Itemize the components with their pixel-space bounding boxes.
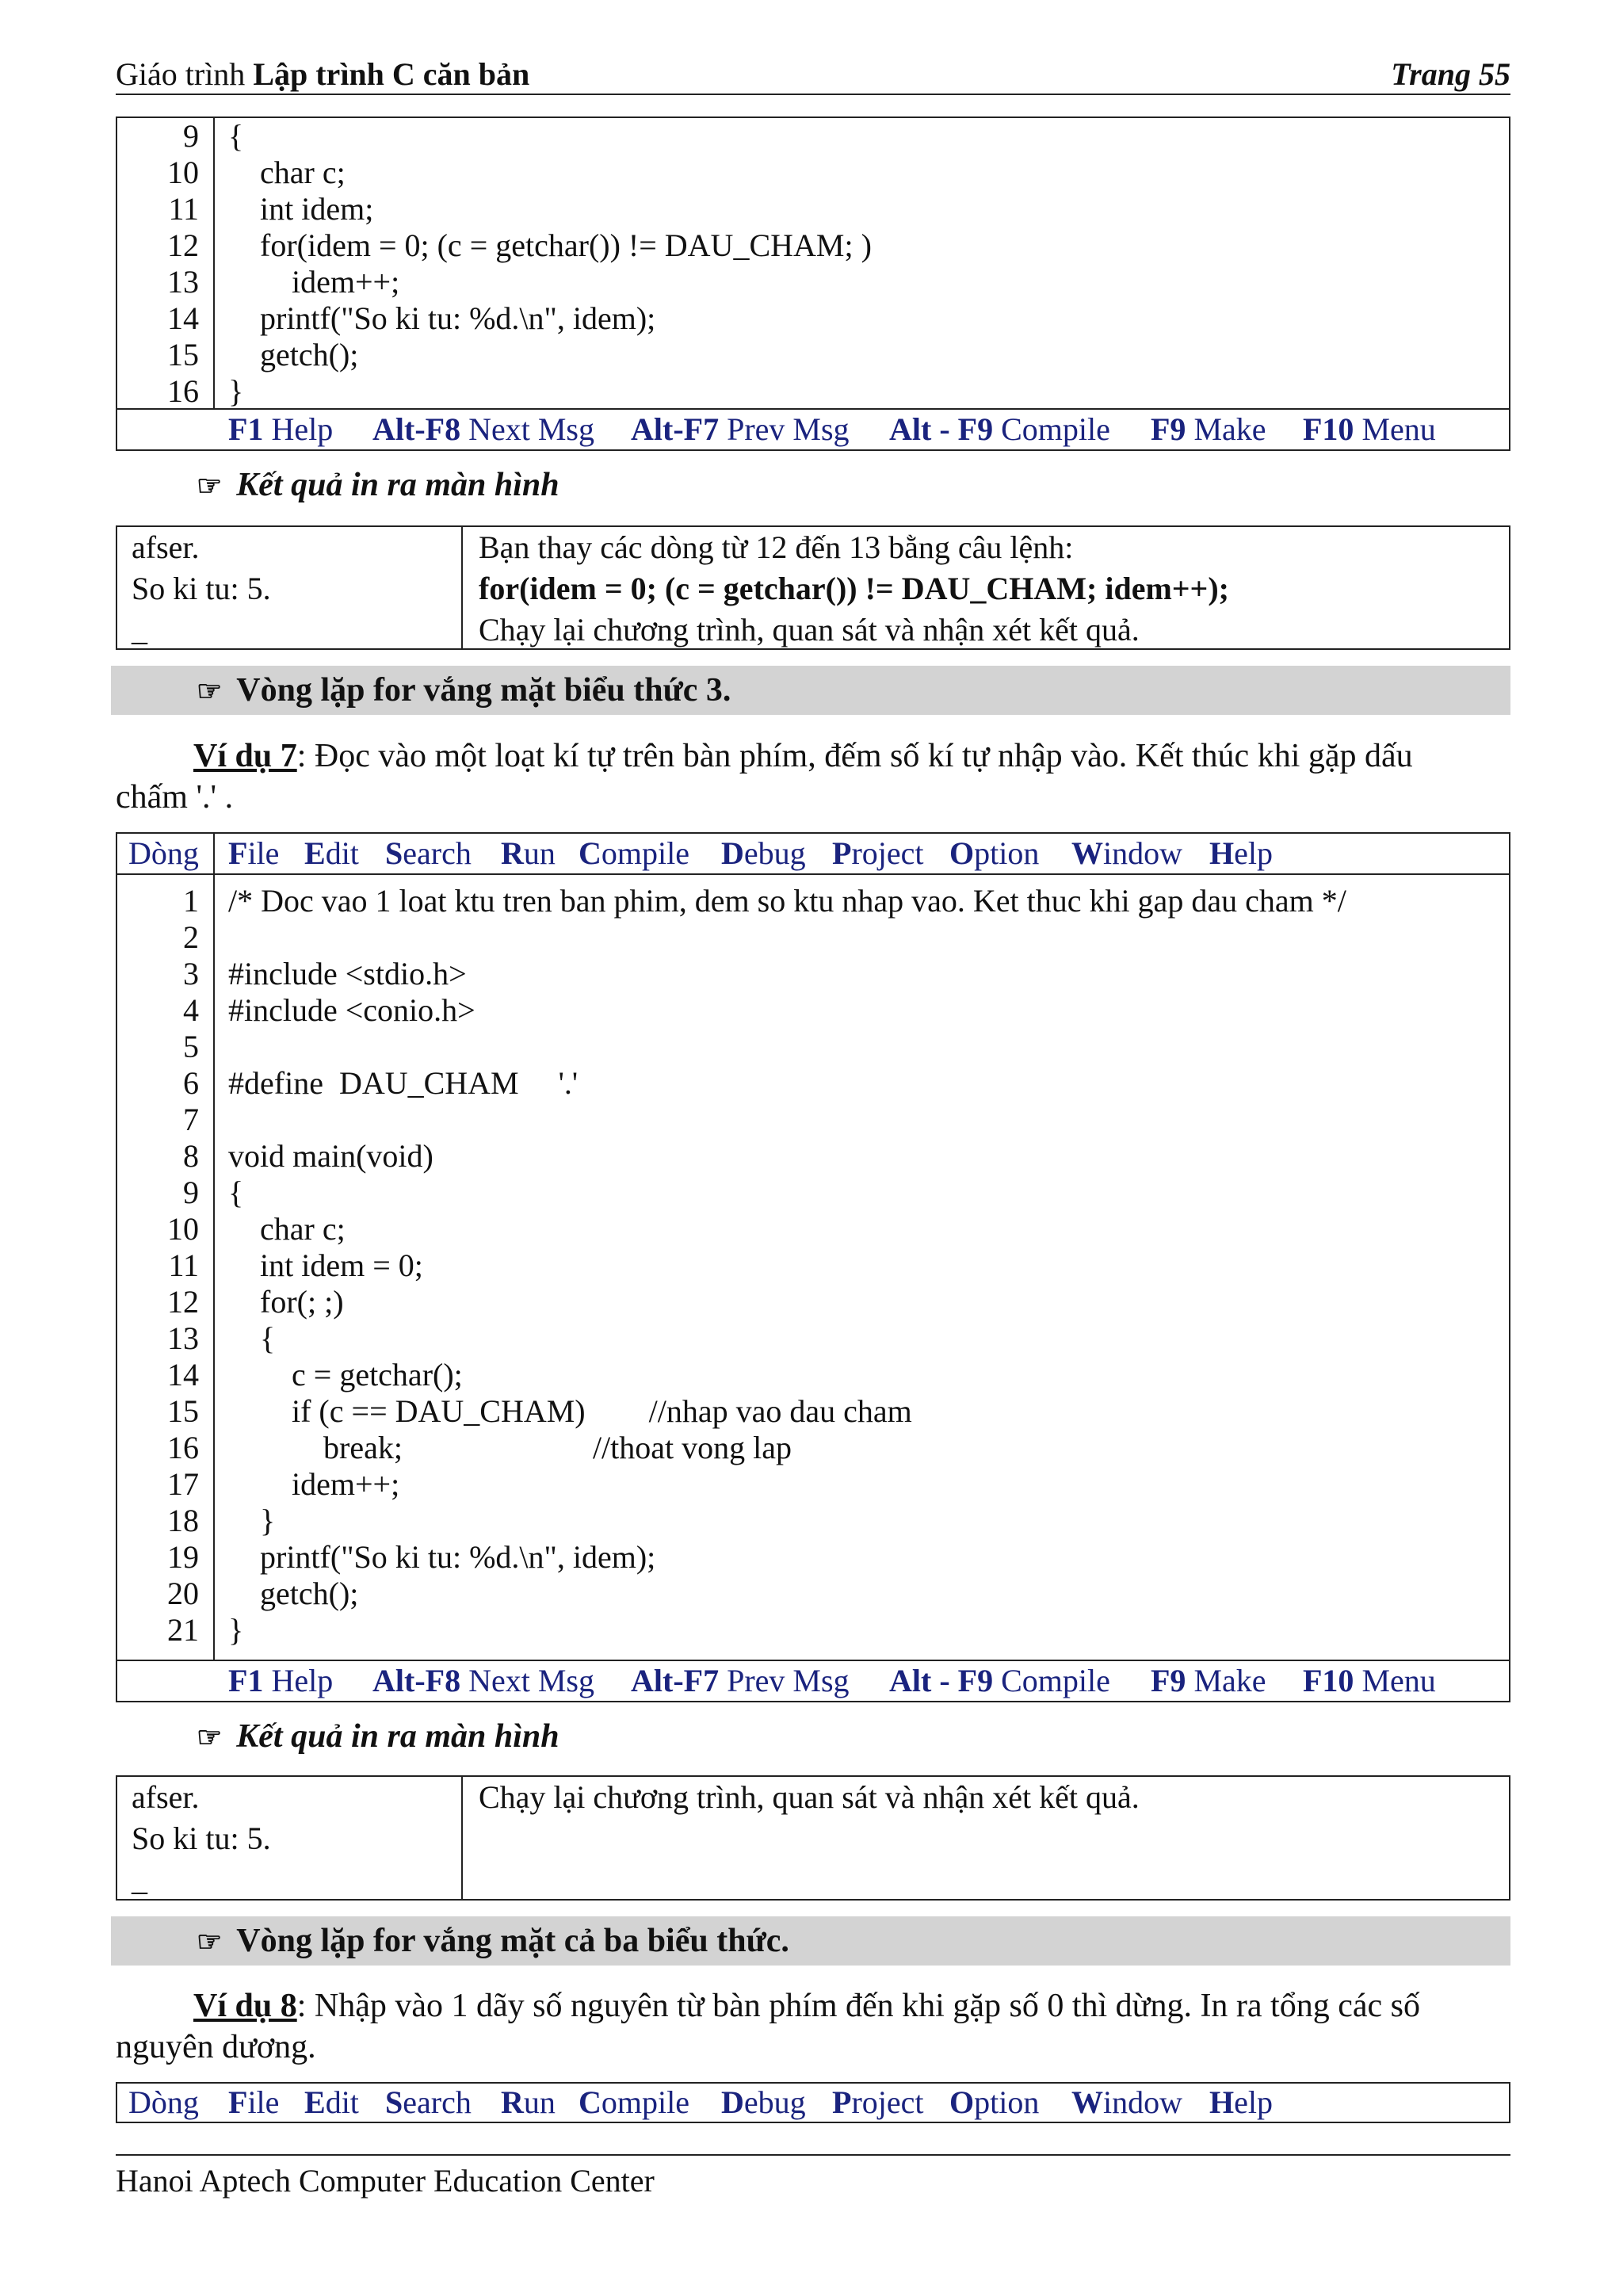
section-heading-2 xyxy=(111,1916,1510,1966)
code-line xyxy=(117,1284,1509,1320)
menu-label: indow xyxy=(1103,2084,1182,2120)
code-line xyxy=(117,1539,1509,1576)
menu-label: ile xyxy=(247,835,280,871)
pointing-hand-icon: ☞ xyxy=(197,470,223,502)
code-line xyxy=(117,992,1509,1029)
console-line: afser. xyxy=(132,529,200,565)
note-line: Chạy lại chương trình, quan sát và nhận xét kết quả. xyxy=(479,612,1140,648)
line-number: 9 xyxy=(183,1175,199,1210)
pointing-hand-icon: ☞ xyxy=(197,1721,223,1753)
code-line xyxy=(117,373,1509,410)
menu-hotkey: P xyxy=(832,2084,852,2120)
code-line xyxy=(117,1102,1509,1138)
example-text-cont: nguyên dương. xyxy=(116,2029,316,2065)
status-label: Help xyxy=(271,1663,334,1698)
status-key: Alt - F9 xyxy=(889,411,994,447)
code-text: int idem; xyxy=(228,191,374,227)
menu-label: elp xyxy=(1234,835,1273,871)
example-text: : Đọc vào một loạt kí tự trên bàn phím, đếm số kí tự nhập vào. Kết thúc khi gặp dấu xyxy=(296,738,1413,774)
code-editor-1 xyxy=(116,117,1510,451)
code-line xyxy=(117,1393,1509,1430)
code-text: } xyxy=(228,1612,244,1648)
menu-label: ption xyxy=(974,835,1040,871)
code-line xyxy=(117,1138,1509,1175)
line-number: 13 xyxy=(167,1320,199,1356)
menu-item[interactable] xyxy=(385,2084,472,2122)
status-item[interactable] xyxy=(1303,410,1436,449)
menu-hotkey: S xyxy=(385,2084,403,2120)
code-line xyxy=(117,1247,1509,1284)
menu-label: dit xyxy=(325,835,359,871)
menu-hotkey: C xyxy=(579,835,601,871)
menu-hotkey: H xyxy=(1209,2084,1235,2120)
menu-label: ompile xyxy=(601,835,689,871)
code-text: char c; xyxy=(228,1211,346,1247)
code-text: { xyxy=(228,118,244,154)
example-7-paragraph xyxy=(116,735,1526,818)
code-line xyxy=(117,337,1509,373)
status-label: Next Msg xyxy=(468,1663,594,1698)
menu-item[interactable] xyxy=(228,2084,279,2122)
line-number: 2 xyxy=(183,919,199,955)
menu-hotkey: E xyxy=(304,835,326,871)
status-key: Alt - F9 xyxy=(889,1663,994,1698)
menu-item[interactable] xyxy=(501,2084,556,2122)
code-line xyxy=(117,919,1509,956)
result-label-text: Kết quả in ra màn hình xyxy=(236,1718,559,1755)
menu-item[interactable] xyxy=(501,834,556,873)
status-label: Compile xyxy=(1001,1663,1110,1698)
example-text-cont: chấm '.' . xyxy=(116,779,234,816)
console-line: So ki tu: 5. xyxy=(132,1820,271,1856)
code-text: } xyxy=(228,1503,276,1538)
line-number: 1 xyxy=(183,883,199,919)
code-text: #include <stdio.h> xyxy=(228,956,467,991)
status-key: F10 xyxy=(1303,411,1354,447)
code-line xyxy=(117,1065,1509,1102)
menu-item[interactable] xyxy=(832,2084,924,2122)
menu-item[interactable] xyxy=(721,834,806,873)
line-number: 14 xyxy=(167,1357,199,1392)
code-text: { xyxy=(228,1175,244,1210)
line-number: 12 xyxy=(167,227,199,263)
console-cursor: _ xyxy=(132,1862,147,1897)
output-box-2 xyxy=(116,1775,1510,1901)
menu-hotkey: W xyxy=(1071,2084,1103,2120)
section-heading-text: Vòng lặp for vắng mặt cả ba biểu thức. xyxy=(236,1923,789,1959)
menu-label: roject xyxy=(851,2084,924,2120)
code-line xyxy=(117,1466,1509,1503)
result-label-1 xyxy=(197,466,559,504)
code-text: getch(); xyxy=(228,337,359,372)
menu-item[interactable] xyxy=(385,834,472,873)
console-output xyxy=(117,527,463,648)
status-label: Prev Msg xyxy=(727,411,850,447)
note-line: Bạn thay các dòng từ 12 đến 13 bằng câu lệnh: xyxy=(479,529,1074,565)
code-line xyxy=(117,883,1509,919)
code-line xyxy=(117,300,1509,337)
example-8-paragraph xyxy=(116,1985,1526,2068)
menu-label: elp xyxy=(1234,2084,1273,2120)
menu-hotkey: D xyxy=(721,835,744,871)
status-item[interactable] xyxy=(1151,1661,1266,1701)
code-text: { xyxy=(228,1320,276,1356)
code-line xyxy=(117,118,1509,155)
code-line xyxy=(117,1430,1509,1466)
status-item[interactable] xyxy=(631,1661,850,1701)
menu-label: Dòng xyxy=(128,835,199,871)
status-key: F9 xyxy=(1151,1663,1186,1698)
menu-hotkey: E xyxy=(304,2084,326,2120)
code-text: c = getchar(); xyxy=(228,1357,463,1392)
menu-label: ompile xyxy=(601,2084,689,2120)
code-text: #include <conio.h> xyxy=(228,992,475,1028)
status-key: F1 xyxy=(228,1663,264,1698)
menu-item[interactable] xyxy=(949,2084,1039,2122)
code-text: int idem = 0; xyxy=(228,1247,423,1283)
status-key: F1 xyxy=(228,411,264,447)
menu-item[interactable] xyxy=(949,834,1039,873)
status-label: Menu xyxy=(1361,411,1436,447)
code-line xyxy=(117,956,1509,992)
code-lines xyxy=(117,118,1509,410)
code-lines xyxy=(117,883,1509,1648)
example-label: Ví dụ 8 xyxy=(193,1988,297,2024)
example-text: : Nhập vào 1 dãy số nguyên từ bàn phím đến khi gặp số 0 thì dừng. In ra tổng các số xyxy=(296,1988,1420,2024)
menu-item[interactable] xyxy=(228,834,279,873)
status-item[interactable] xyxy=(1151,410,1266,449)
line-number: 11 xyxy=(168,1247,199,1283)
code-line xyxy=(117,155,1509,191)
note-code-line: for(idem = 0; (c = getchar()) != DAU_CHAM; idem++); xyxy=(479,571,1229,606)
menu-bar xyxy=(117,834,1509,875)
status-item[interactable] xyxy=(228,410,333,449)
line-number: 14 xyxy=(167,300,199,336)
menu-label: un xyxy=(523,835,556,871)
menu-hotkey: R xyxy=(501,2084,524,2120)
menu-item[interactable] xyxy=(1071,834,1182,873)
status-item[interactable] xyxy=(1303,1661,1436,1701)
code-text: break; //thoat vong lap xyxy=(228,1430,792,1465)
menu-item[interactable] xyxy=(304,834,359,873)
line-number: 19 xyxy=(167,1539,199,1575)
status-key: Alt-F7 xyxy=(631,1663,720,1698)
status-item[interactable] xyxy=(889,410,1110,449)
status-label: Help xyxy=(271,411,334,447)
menu-label: un xyxy=(523,2084,556,2120)
code-line xyxy=(117,264,1509,300)
menu-item[interactable] xyxy=(1071,2084,1182,2122)
line-number: 8 xyxy=(183,1138,199,1174)
line-number: 20 xyxy=(167,1576,199,1611)
page-footer: Hanoi Aptech Computer Education Center xyxy=(116,2154,1510,2199)
console-line: afser. xyxy=(132,1779,200,1815)
output-box-1 xyxy=(116,525,1510,650)
menu-hotkey: W xyxy=(1071,835,1103,871)
menu-label: roject xyxy=(851,835,924,871)
book-title xyxy=(116,55,529,93)
status-item[interactable] xyxy=(889,1661,1110,1701)
menu-hotkey: R xyxy=(501,835,524,871)
code-line xyxy=(117,1175,1509,1211)
menu-hotkey: O xyxy=(949,835,975,871)
menu-item[interactable] xyxy=(832,834,924,873)
book-title-text: Lập trình C căn bản xyxy=(253,56,530,92)
code-text: void main(void) xyxy=(228,1138,433,1174)
console-line: So ki tu: 5. xyxy=(132,571,271,606)
instruction-note xyxy=(479,1777,1140,1818)
line-number: 15 xyxy=(167,1393,199,1429)
status-label: Make xyxy=(1193,1663,1266,1698)
page-number: Trang 55 xyxy=(1391,56,1510,92)
result-label-2 xyxy=(197,1717,559,1755)
status-bar xyxy=(117,408,1509,449)
code-line xyxy=(117,1211,1509,1247)
code-line xyxy=(117,1503,1509,1539)
console-cursor: _ xyxy=(132,612,147,648)
menu-item[interactable] xyxy=(304,2084,359,2122)
example-label: Ví dụ 7 xyxy=(193,738,297,774)
line-number: 16 xyxy=(167,1430,199,1465)
code-line xyxy=(117,1576,1509,1612)
line-number: 5 xyxy=(183,1029,199,1064)
menu-hotkey: D xyxy=(721,2084,744,2120)
menu-label: ption xyxy=(974,2084,1040,2120)
status-key: Alt-F8 xyxy=(372,1663,461,1698)
code-line xyxy=(117,227,1509,264)
menu-item[interactable] xyxy=(128,834,199,873)
code-text: printf("So ki tu: %d.\n", idem); xyxy=(228,300,656,336)
code-text: /* Doc vao 1 loat ktu tren ban phim, dem so ktu nhap vao. Ket thuc khi gap dau cham */ xyxy=(228,883,1346,919)
status-item[interactable] xyxy=(631,410,850,449)
line-number: 4 xyxy=(183,992,199,1028)
menu-hotkey: C xyxy=(579,2084,601,2120)
status-key: F9 xyxy=(1151,411,1186,447)
line-number: 15 xyxy=(167,337,199,372)
menu-label: ebug xyxy=(743,2084,806,2120)
status-label: Make xyxy=(1193,411,1266,447)
code-editor-2 xyxy=(116,832,1510,1702)
code-text: #define DAU_CHAM '.' xyxy=(228,1065,579,1101)
code-text: if (c == DAU_CHAM) //nhap vao dau cham xyxy=(228,1393,912,1429)
console-output xyxy=(117,1777,463,1899)
menu-item[interactable] xyxy=(579,834,689,873)
menu-item[interactable] xyxy=(721,2084,806,2122)
line-number: 9 xyxy=(183,118,199,154)
pointing-hand-icon: ☞ xyxy=(197,675,223,707)
code-editor-3 xyxy=(116,2082,1510,2123)
code-line xyxy=(117,1612,1509,1648)
code-line xyxy=(117,1029,1509,1065)
book-prefix: Giáo trình xyxy=(116,56,246,92)
line-number: 18 xyxy=(167,1503,199,1538)
instruction-note xyxy=(479,527,1229,651)
code-text: printf("So ki tu: %d.\n", idem); xyxy=(228,1539,656,1575)
status-label: Next Msg xyxy=(468,411,594,447)
result-label-text: Kết quả in ra màn hình xyxy=(236,467,559,503)
menu-hotkey: F xyxy=(228,835,248,871)
note-line: Chạy lại chương trình, quan sát và nhận xét kết quả. xyxy=(479,1779,1140,1815)
code-text: for(; ;) xyxy=(228,1284,344,1320)
line-number: 6 xyxy=(183,1065,199,1101)
menu-label: indow xyxy=(1103,835,1182,871)
line-number: 3 xyxy=(183,956,199,991)
menu-label: earch xyxy=(403,835,472,871)
line-number: 13 xyxy=(167,264,199,300)
code-line xyxy=(117,191,1509,227)
line-number: 7 xyxy=(183,1102,199,1137)
menu-hotkey: S xyxy=(385,835,403,871)
line-number: 12 xyxy=(167,1284,199,1320)
menu-hotkey: O xyxy=(949,2084,975,2120)
menu-label: dit xyxy=(325,2084,359,2120)
line-number: 10 xyxy=(167,155,199,190)
menu-hotkey: H xyxy=(1209,835,1235,871)
line-number: 10 xyxy=(167,1211,199,1247)
status-key: Alt-F8 xyxy=(372,411,461,447)
menu-item[interactable] xyxy=(1209,834,1273,873)
line-number: 16 xyxy=(167,373,199,409)
status-label: Prev Msg xyxy=(727,1663,850,1698)
status-label: Compile xyxy=(1001,411,1110,447)
menu-item[interactable] xyxy=(128,2084,199,2122)
status-item[interactable] xyxy=(228,1661,333,1701)
menu-hotkey: F xyxy=(228,2084,248,2120)
pointing-hand-icon: ☞ xyxy=(197,1926,223,1958)
menu-bar xyxy=(117,2084,1509,2122)
section-heading-1 xyxy=(111,666,1510,715)
status-bar xyxy=(117,1660,1509,1701)
line-number: 21 xyxy=(167,1612,199,1648)
menu-label: ile xyxy=(247,2084,280,2120)
menu-label: ebug xyxy=(743,835,806,871)
menu-label: earch xyxy=(403,2084,472,2120)
code-text: idem++; xyxy=(228,264,400,300)
status-item[interactable] xyxy=(372,1661,594,1701)
code-text: getch(); xyxy=(228,1576,359,1611)
status-key: F10 xyxy=(1303,1663,1354,1698)
menu-item[interactable] xyxy=(579,2084,689,2122)
code-text: idem++; xyxy=(228,1466,400,1502)
page-header xyxy=(116,55,1510,95)
code-text: char c; xyxy=(228,155,346,190)
status-item[interactable] xyxy=(372,410,594,449)
menu-label: Dòng xyxy=(128,2084,199,2120)
code-line xyxy=(117,1320,1509,1357)
menu-hotkey: P xyxy=(832,835,852,871)
status-key: Alt-F7 xyxy=(631,411,720,447)
code-line xyxy=(117,1357,1509,1393)
status-label: Menu xyxy=(1361,1663,1436,1698)
section-heading-text: Vòng lặp for vắng mặt biểu thức 3. xyxy=(236,672,731,709)
line-number: 11 xyxy=(168,191,199,227)
menu-item[interactable] xyxy=(1209,2084,1273,2122)
code-text: } xyxy=(228,373,244,409)
line-number: 17 xyxy=(167,1466,199,1502)
code-text: for(idem = 0; (c = getchar()) != DAU_CHAM; ) xyxy=(228,227,872,263)
